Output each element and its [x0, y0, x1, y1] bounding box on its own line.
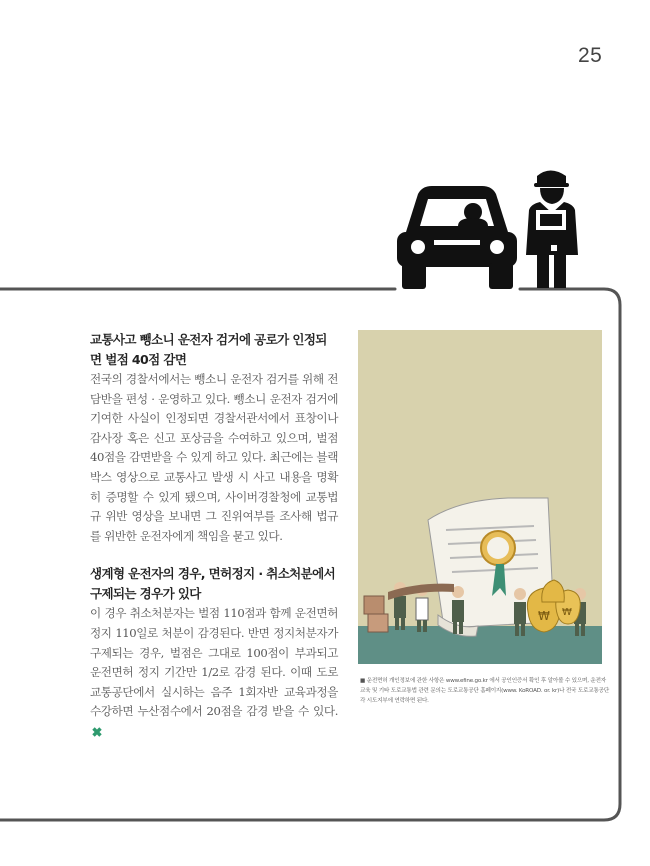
end-mark-icon [92, 727, 102, 737]
illustration [358, 330, 602, 664]
page-number: 25 [578, 44, 603, 67]
article-text [90, 330, 338, 742]
svg-text:₩: ₩ [538, 609, 550, 623]
section-paragraph: 이 경우 취소처분자는 벌점 110점과 함께 운전면허 정지 110일로 처분이 감경된다. 반면 정지처분자가 구제되는 경우, 벌점은 그대로 100점이 부과되고 운전면허 정지 기간만 1/2로 감경 된다. 이때 도로교통공단에서 실시하는 음주 1회자반 교육과정을 수강하면 누산점수에서 20점을 감경 받을 수 있다. [90, 604, 338, 741]
car-icon [397, 186, 517, 289]
section-paragraph: 전국의 경찰서에서는 뺑소니 운전자 검거를 위해 전담반을 편성 · 운영하고 있다. 뺑소니 운전자 검거에 기여한 사실이 인정되면 경찰서관서에서 표창이나 감사장 혹은 신고 포상금을 수여하고 있으며, 벌점 40점을 감면받을 수 있게 하고 있다. 최근에는 블랙박스 영상으로 교통사고 발생 시 사고 내용을 명확히 증명할 수 있게 됐으며, 사이버경찰청에 교통법규 위반 영상을 보내면 그 진위여부를 조사해 법규를 위반한 운전자에게 책임을 묻고 있다. [90, 372, 338, 543]
svg-text:₩: ₩ [562, 607, 572, 618]
section-heading: 생계형 운전자의 경우, 면허정지 · 취소처분에서 구제되는 경우가 있다 [90, 566, 336, 602]
police-officer-icon [526, 171, 578, 289]
illustration-caption: ■ 운전면허 개인정보에 관한 사항은 www.efine.go.kr 에서 공인인증서 확인 후 알아볼 수 있으며, 운전자 교육 및 기타 도로교통법 관련 문의는 도로교통공단 홈페이지(www. KoROAD. or. kr)나 전국 도로교통공단 각 시도지부에 연락하면 된다. [360, 678, 610, 704]
section-heading: 교통사고 뺑소니 운전자 검거에 공로가 인정되면 벌점 40점 감면 [90, 332, 327, 367]
